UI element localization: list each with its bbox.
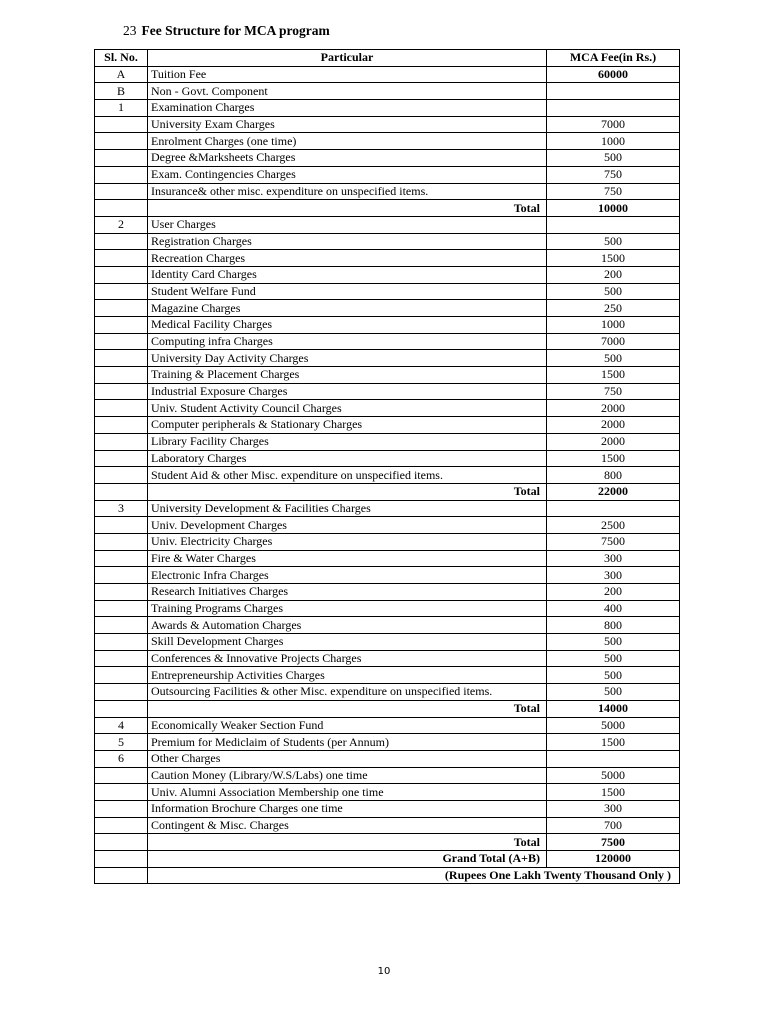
row-sl-no: [95, 784, 148, 801]
row-amount: 250: [547, 300, 680, 317]
row-sl-no: [95, 433, 148, 450]
fee-table-body: [95, 66, 680, 884]
row-amount: 300: [547, 800, 680, 817]
row-sl-no: [95, 417, 148, 434]
total-row: [95, 483, 680, 500]
row-sl-no: [95, 467, 148, 484]
row-sl-no: [95, 550, 148, 567]
row-particular: Electronic Infra Charges: [148, 567, 547, 584]
row-particular: Contingent & Misc. Charges: [148, 817, 547, 834]
total-amount: 22000: [547, 483, 680, 500]
row-sl-no: [95, 333, 148, 350]
row-amount: 7500: [547, 533, 680, 550]
row-particular: Awards & Automation Charges: [148, 617, 547, 634]
table-row: [95, 150, 680, 167]
row-sl-no: B: [95, 83, 148, 100]
row-amount: 1500: [547, 784, 680, 801]
row-amount: [547, 216, 680, 233]
row-amount: 500: [547, 650, 680, 667]
row-amount: 750: [547, 166, 680, 183]
row-amount: 200: [547, 266, 680, 283]
header-sl-no: Sl. No.: [95, 50, 148, 67]
section-title: Fee Structure for MCA program: [141, 23, 330, 38]
row-amount: 750: [547, 183, 680, 200]
row-amount: 2000: [547, 400, 680, 417]
table-row: [95, 400, 680, 417]
row-sl-no: [95, 200, 148, 217]
row-sl-no: 3: [95, 500, 148, 517]
row-sl-no: [95, 617, 148, 634]
table-row: [95, 383, 680, 400]
row-amount: 500: [547, 634, 680, 651]
row-particular: Caution Money (Library/W.S/Labs) one time: [148, 767, 547, 784]
table-row: [95, 717, 680, 734]
row-amount: [547, 750, 680, 767]
row-sl-no: [95, 400, 148, 417]
row-particular: University Development & Facilities Charges: [148, 500, 547, 517]
table-row: [95, 266, 680, 283]
row-particular: Recreation Charges: [148, 250, 547, 267]
row-sl-no: 6: [95, 750, 148, 767]
row-sl-no: [95, 851, 148, 868]
total-amount: 7500: [547, 834, 680, 851]
row-particular: Premium for Mediclaim of Students (per Annum): [148, 734, 547, 751]
total-label: Total: [148, 483, 547, 500]
row-sl-no: [95, 183, 148, 200]
row-sl-no: [95, 517, 148, 534]
table-row: [95, 517, 680, 534]
row-sl-no: [95, 233, 148, 250]
row-sl-no: [95, 650, 148, 667]
row-sl-no: 2: [95, 216, 148, 233]
row-particular: Tuition Fee: [148, 66, 547, 83]
row-particular: Conferences & Innovative Projects Charges: [148, 650, 547, 667]
row-particular: Univ. Electricity Charges: [148, 533, 547, 550]
row-sl-no: [95, 667, 148, 684]
row-sl-no: 5: [95, 734, 148, 751]
row-sl-no: [95, 116, 148, 133]
row-sl-no: [95, 867, 148, 884]
table-row: [95, 533, 680, 550]
row-particular: Univ. Development Charges: [148, 517, 547, 534]
table-row: [95, 450, 680, 467]
row-sl-no: 4: [95, 717, 148, 734]
total-amount: 10000: [547, 200, 680, 217]
table-row: [95, 767, 680, 784]
row-particular: Research Initiatives Charges: [148, 584, 547, 601]
row-particular: Univ. Student Activity Council Charges: [148, 400, 547, 417]
row-particular: Computer peripherals & Stationary Charges: [148, 417, 547, 434]
row-sl-no: [95, 150, 148, 167]
row-particular: Magazine Charges: [148, 300, 547, 317]
table-header-row: [95, 50, 680, 67]
total-amount: 120000: [547, 851, 680, 868]
row-amount: 2000: [547, 433, 680, 450]
row-sl-no: [95, 450, 148, 467]
table-row: [95, 500, 680, 517]
row-sl-no: [95, 817, 148, 834]
table-row: [95, 467, 680, 484]
row-amount: 400: [547, 600, 680, 617]
row-amount: 1000: [547, 317, 680, 334]
table-row: [95, 817, 680, 834]
row-amount: 5000: [547, 717, 680, 734]
row-sl-no: [95, 250, 148, 267]
row-sl-no: [95, 166, 148, 183]
table-row: [95, 250, 680, 267]
row-sl-no: [95, 300, 148, 317]
table-row: [95, 800, 680, 817]
row-sl-no: [95, 684, 148, 701]
table-row: [95, 317, 680, 334]
row-particular: Computing infra Charges: [148, 333, 547, 350]
row-particular: Student Welfare Fund: [148, 283, 547, 300]
row-amount: 1500: [547, 367, 680, 384]
table-row: [95, 66, 680, 83]
row-particular: Registration Charges: [148, 233, 547, 250]
header-fee: MCA Fee(in Rs.): [547, 50, 680, 67]
row-amount: 500: [547, 684, 680, 701]
table-row: [95, 750, 680, 767]
row-particular: Examination Charges: [148, 100, 547, 117]
row-sl-no: A: [95, 66, 148, 83]
row-amount: 2500: [547, 517, 680, 534]
total-amount: 14000: [547, 700, 680, 717]
section-heading: [123, 23, 330, 39]
row-sl-no: [95, 317, 148, 334]
row-sl-no: [95, 283, 148, 300]
total-label: Total: [148, 200, 547, 217]
row-particular: Economically Weaker Section Fund: [148, 717, 547, 734]
row-amount: 200: [547, 584, 680, 601]
section-number: 23: [123, 23, 137, 38]
table-row: [95, 367, 680, 384]
row-particular: Information Brochure Charges one time: [148, 800, 547, 817]
row-amount: 1500: [547, 734, 680, 751]
total-row: [95, 851, 680, 868]
row-sl-no: [95, 367, 148, 384]
fee-structure-table: [94, 49, 680, 884]
row-sl-no: [95, 767, 148, 784]
row-sl-no: [95, 383, 148, 400]
row-sl-no: [95, 834, 148, 851]
table-row: [95, 233, 680, 250]
table-row: [95, 667, 680, 684]
row-amount: 700: [547, 817, 680, 834]
row-sl-no: [95, 533, 148, 550]
row-sl-no: [95, 700, 148, 717]
table-row: [95, 567, 680, 584]
row-sl-no: 1: [95, 100, 148, 117]
page-number: 10: [377, 966, 391, 977]
table-row: [95, 100, 680, 117]
table-row: [95, 333, 680, 350]
row-particular: Training & Placement Charges: [148, 367, 547, 384]
table-row: [95, 183, 680, 200]
row-amount: 7000: [547, 116, 680, 133]
table-row: [95, 166, 680, 183]
row-sl-no: [95, 483, 148, 500]
table-row: [95, 417, 680, 434]
row-particular: Non - Govt. Component: [148, 83, 547, 100]
table-row: [95, 734, 680, 751]
row-amount: [547, 500, 680, 517]
table-row: [95, 216, 680, 233]
total-row: [95, 834, 680, 851]
row-particular: User Charges: [148, 216, 547, 233]
row-amount: 60000: [547, 66, 680, 83]
table-row: [95, 283, 680, 300]
row-particular: Degree &Marksheets Charges: [148, 150, 547, 167]
row-particular: Enrolment Charges (one time): [148, 133, 547, 150]
table-row: [95, 433, 680, 450]
row-particular: Univ. Alumni Association Membership one time: [148, 784, 547, 801]
row-amount: 2000: [547, 417, 680, 434]
total-row: [95, 200, 680, 217]
total-label: Total: [148, 834, 547, 851]
table-row: [95, 116, 680, 133]
row-amount: 1500: [547, 450, 680, 467]
table-row: [95, 133, 680, 150]
row-sl-no: [95, 584, 148, 601]
row-sl-no: [95, 133, 148, 150]
row-particular: University Day Activity Charges: [148, 350, 547, 367]
table-row: [95, 634, 680, 651]
row-particular: Outsourcing Facilities & other Misc. expenditure on unspecified items.: [148, 684, 547, 701]
row-particular: Medical Facility Charges: [148, 317, 547, 334]
table-row: [95, 650, 680, 667]
row-particular: Exam. Contingencies Charges: [148, 166, 547, 183]
row-sl-no: [95, 634, 148, 651]
row-amount: [547, 83, 680, 100]
row-sl-no: [95, 600, 148, 617]
table-row: [95, 684, 680, 701]
row-amount: 500: [547, 283, 680, 300]
row-particular: Skill Development Charges: [148, 634, 547, 651]
row-particular: Entrepreneurship Activities Charges: [148, 667, 547, 684]
row-particular: Identity Card Charges: [148, 266, 547, 283]
table-row: [95, 784, 680, 801]
row-particular: Library Facility Charges: [148, 433, 547, 450]
header-particular: Particular: [148, 50, 547, 67]
row-particular: Student Aid & other Misc. expenditure on unspecified items.: [148, 467, 547, 484]
total-label: Total: [148, 700, 547, 717]
row-sl-no: [95, 266, 148, 283]
row-particular: Insurance& other misc. expenditure on unspecified items.: [148, 183, 547, 200]
table-row: [95, 83, 680, 100]
amount-in-words-row: [95, 867, 680, 884]
row-amount: 800: [547, 617, 680, 634]
row-amount: 500: [547, 350, 680, 367]
row-sl-no: [95, 567, 148, 584]
row-amount: 750: [547, 383, 680, 400]
row-amount: 500: [547, 150, 680, 167]
row-amount: 1500: [547, 250, 680, 267]
row-sl-no: [95, 800, 148, 817]
row-particular: University Exam Charges: [148, 116, 547, 133]
table-row: [95, 584, 680, 601]
row-amount: 5000: [547, 767, 680, 784]
row-amount: 500: [547, 667, 680, 684]
row-particular: Laboratory Charges: [148, 450, 547, 467]
table-row: [95, 600, 680, 617]
amount-in-words: (Rupees One Lakh Twenty Thousand Only ): [148, 867, 680, 884]
row-amount: 300: [547, 550, 680, 567]
row-amount: 300: [547, 567, 680, 584]
total-row: [95, 700, 680, 717]
table-row: [95, 350, 680, 367]
table-row: [95, 617, 680, 634]
row-amount: [547, 100, 680, 117]
table-row: [95, 300, 680, 317]
row-sl-no: [95, 350, 148, 367]
row-particular: Fire & Water Charges: [148, 550, 547, 567]
row-amount: 800: [547, 467, 680, 484]
row-amount: 500: [547, 233, 680, 250]
row-particular: Other Charges: [148, 750, 547, 767]
row-amount: 7000: [547, 333, 680, 350]
row-particular: Training Programs Charges: [148, 600, 547, 617]
table-row: [95, 550, 680, 567]
row-particular: Industrial Exposure Charges: [148, 383, 547, 400]
row-amount: 1000: [547, 133, 680, 150]
total-label: Grand Total (A+B): [148, 851, 547, 868]
